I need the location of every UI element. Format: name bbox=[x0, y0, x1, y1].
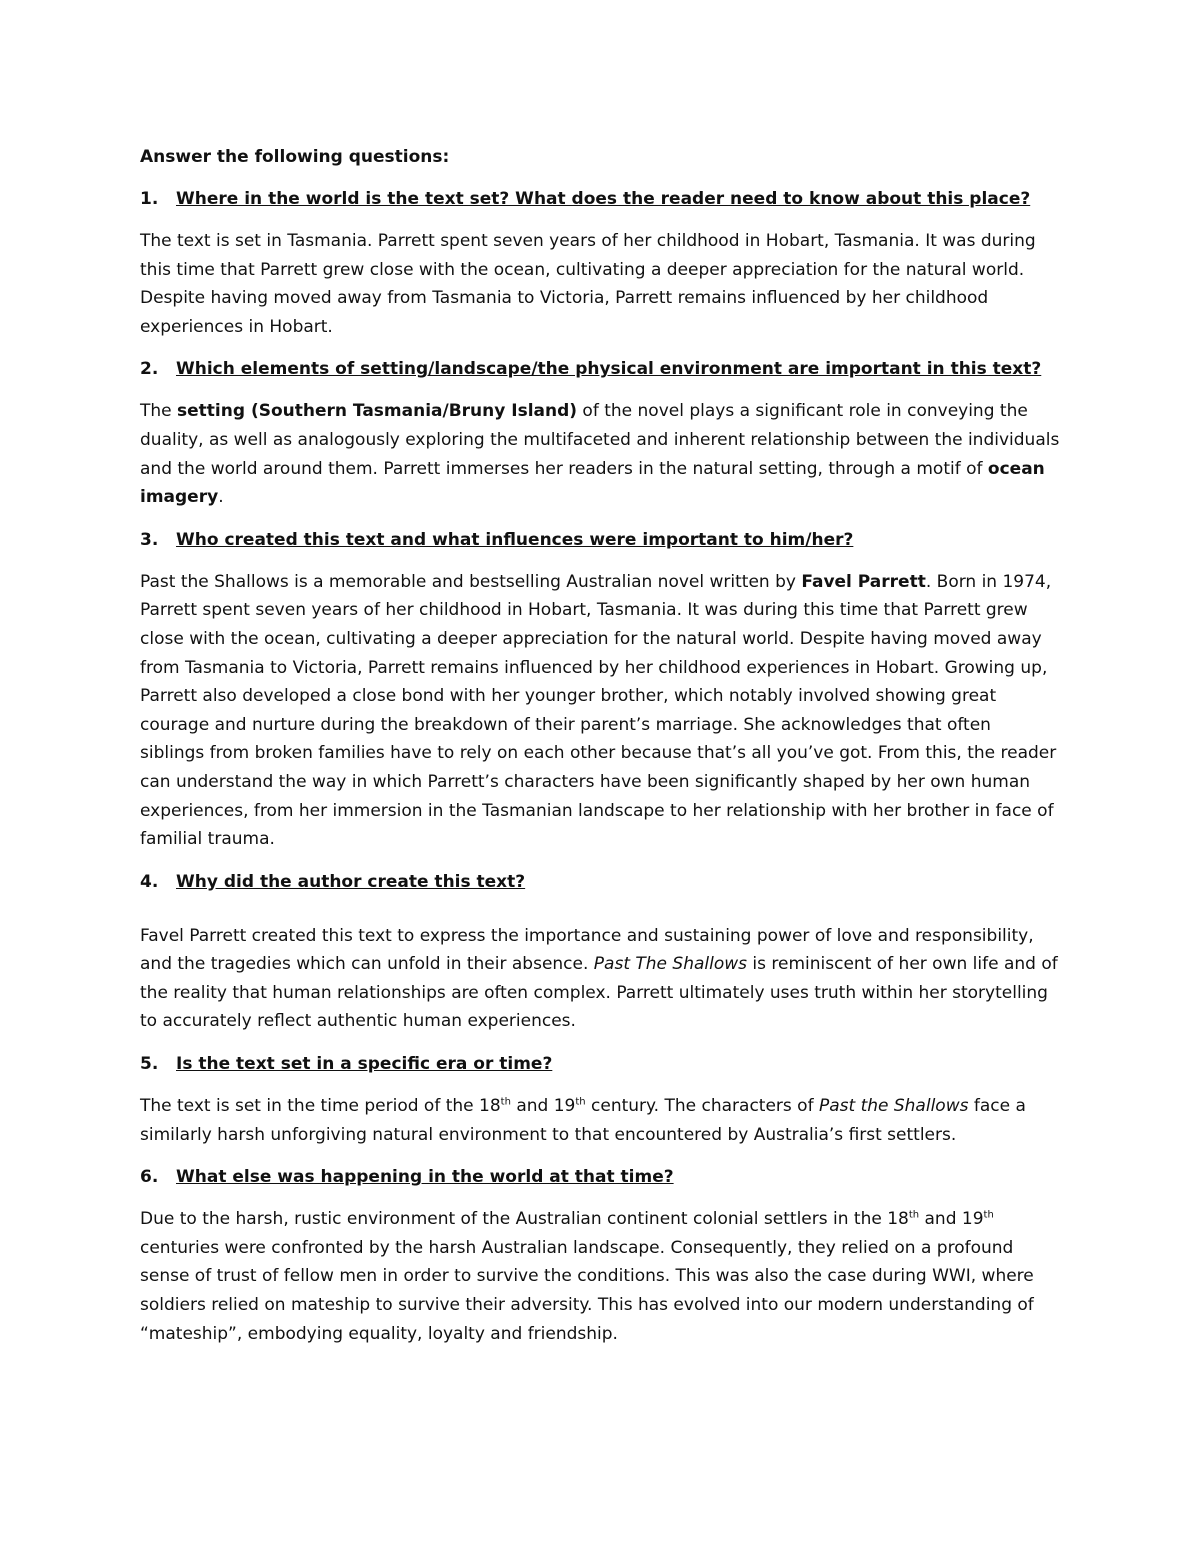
answer-4-part-c: is reminiscent of her own life and of the reality that human relationships are often complex. Parrett ultimately uses truth within her storytelling to accurately reflect authentic human experiences. bbox=[140, 954, 1058, 1032]
question-6-number: 6. bbox=[140, 1167, 159, 1188]
answer-5 bbox=[140, 1092, 1060, 1149]
intro-heading: Answer the following questions: bbox=[140, 147, 450, 167]
question-2-text: Which elements of setting/landscape/the physical environment are important in this text? bbox=[176, 359, 1042, 380]
answer-3-part-a: Past the Shallows is a memorable and bestselling Australian novel written by bbox=[140, 571, 802, 592]
answer-2-part-e: . bbox=[218, 487, 224, 508]
question-2-number: 2. bbox=[140, 359, 159, 380]
question-2 bbox=[140, 355, 1060, 383]
answer-3 bbox=[140, 568, 1060, 854]
question-6-text: What else was happening in the world at that time? bbox=[176, 1167, 674, 1188]
question-4-text: Why did the author create this text? bbox=[176, 871, 526, 892]
answer-2-part-a: The bbox=[140, 401, 178, 422]
answer-3-author-bold: Favel Parrett bbox=[801, 571, 926, 592]
answer-6-sup-2: th bbox=[983, 1209, 994, 1221]
answer-2-imagery-bold: ocean imagery bbox=[140, 458, 1045, 508]
answer-1: The text is set in Tasmania. Parrett spent seven years of her childhood in Hobart, Tasmania. It was during this time that Parrett grew close with the ocean, cultivating a deeper appreciation for the natural world. Despite having moved away from Tasmania to Victoria, Parrett remains influenced by her childhood experiences in Hobart. bbox=[140, 231, 1036, 337]
answer-5-part-a: The text is set in the time period of the 18 bbox=[140, 1096, 501, 1117]
answer-5-sup-1: th bbox=[500, 1096, 511, 1108]
question-1-text: Where in the world is the text set? What does the reader need to know about this place? bbox=[176, 189, 1031, 209]
question-1-number: 1. bbox=[140, 189, 159, 209]
question-5-number: 5. bbox=[140, 1054, 159, 1075]
question-3 bbox=[140, 526, 1060, 554]
question-1 bbox=[140, 185, 1060, 213]
answer-5-part-e: face a similarly harsh unforgiving natural environment to that encountered by Australia’s first settlers. bbox=[140, 1096, 1026, 1145]
answer-5-part-b: and 19 bbox=[510, 1096, 576, 1117]
answer-4-part-a: Favel Parrett created this text to express the importance and sustaining power of love and responsibility, and the tragedies which can unfold in their absence. bbox=[140, 925, 1034, 975]
answer-2 bbox=[140, 397, 1060, 511]
answer-5-sup-2: th bbox=[575, 1096, 586, 1108]
question-3-text: Who created this text and what influences were important to him/her? bbox=[176, 529, 854, 550]
question-4 bbox=[140, 868, 1060, 896]
question-6 bbox=[140, 1163, 1060, 1191]
question-5-text: Is the text set in a specific era or time? bbox=[176, 1054, 553, 1075]
question-4-number: 4. bbox=[140, 871, 159, 892]
answer-6-part-a: Due to the harsh, rustic environment of the Australian continent colonial settlers in the 18 bbox=[140, 1209, 909, 1230]
answer-4-title-italic: Past The Shallows bbox=[593, 954, 748, 975]
answer-6 bbox=[140, 1205, 1060, 1348]
answer-2-setting-bold: setting (Southern Tasmania/Bruny Island) bbox=[177, 401, 578, 422]
answer-5-title-italic: Past the Shallows bbox=[818, 1096, 969, 1117]
question-3-number: 3. bbox=[140, 529, 159, 550]
answer-5-part-c: century. The characters of bbox=[585, 1096, 819, 1117]
answer-6-part-b: and 19 bbox=[919, 1209, 984, 1230]
answer-6-sup-1: th bbox=[908, 1209, 920, 1221]
answer-4 bbox=[140, 922, 1060, 1036]
answer-6-part-c: centuries were confronted by the harsh Australian landscape. Consequently, they relied on a profound sense of trust of fellow men in order to survive the conditions. This was also the case during WWI, where soldiers relied on mateship to survive their adversity. This has evolved into our modern understanding of “mateship”, embodying equality, loyalty and friendship. bbox=[140, 1237, 1034, 1344]
answer-3-part-c: . Born in 1974, Parrett spent seven years of her childhood in Hobart, Tasmania. It was during this time that Parrett grew close with the ocean, cultivating a deeper appreciation for the natural world. Despite having moved away from Tasmania to Victoria, Parrett remains influenced by her childhood experiences in Hobart. Growing up, Parrett also developed a close bond with her younger brother, which notably involved showing great courage and nurture during the breakdown of their parent’s marriage. She acknowledges that often siblings from broken families have to rely on each other because that’s all you’ve got. From this, the reader can understand the way in which Parrett’s characters have been significantly shaped by her own human experiences, from her immersion in the Tasmanian landscape to her relationship with her brother in face of familial trauma. bbox=[140, 571, 1057, 850]
question-5 bbox=[140, 1050, 1060, 1078]
answer-2-part-c: of the novel plays a significant role in conveying the duality, as well as analogously exploring the multifaceted and inherent relationship between the individuals and the world around them. Parrett immerses her readers in the natural setting, through a motif of bbox=[140, 401, 1060, 479]
